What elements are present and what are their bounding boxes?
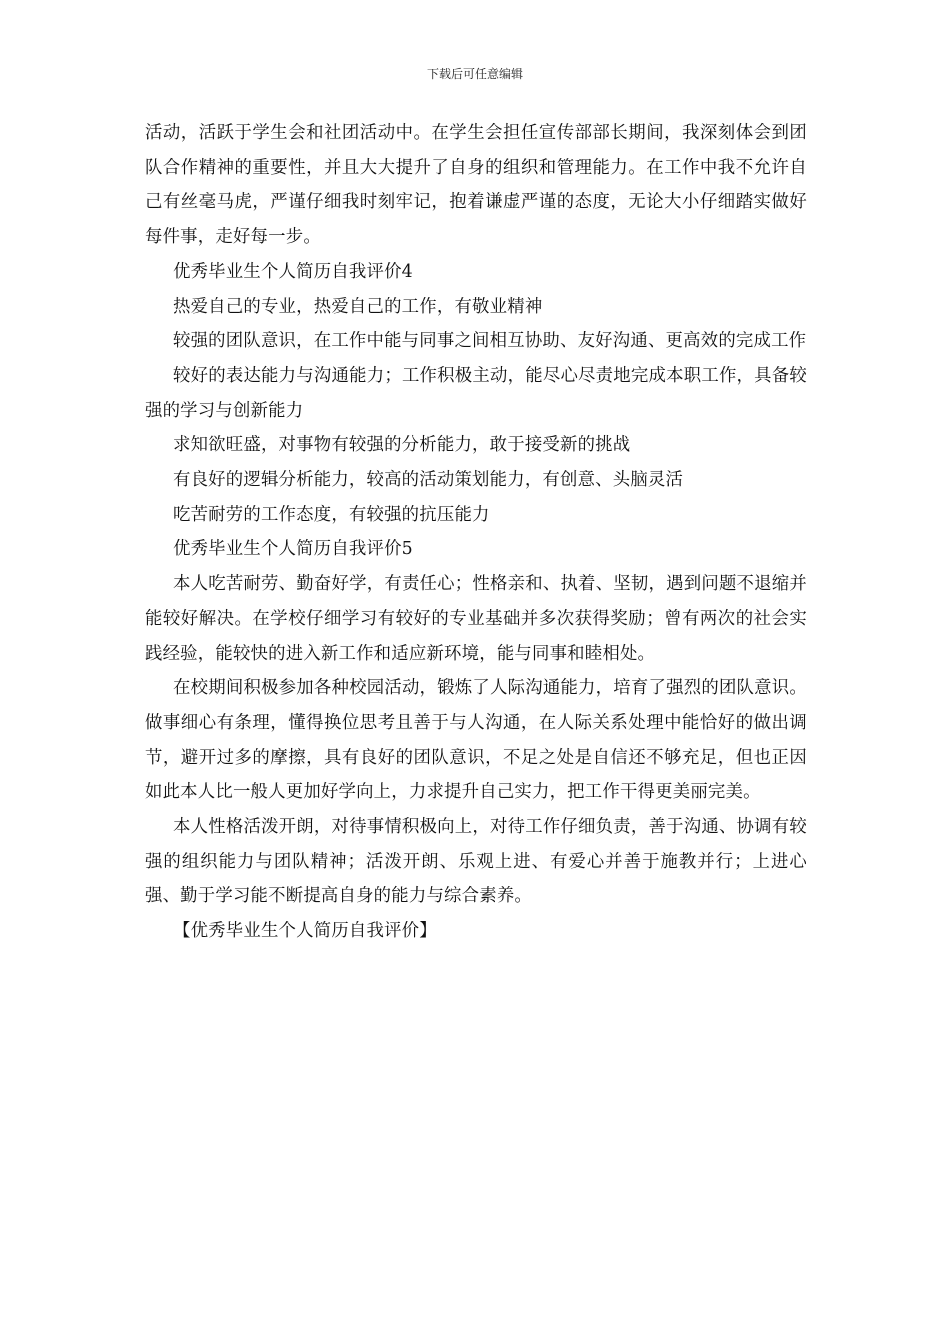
paragraph: 在校期间积极参加各种校园活动，锻炼了人际沟通能力，培育了强烈的团队意识。做事细心有条理，懂得换位思考且善于与人沟通，在人际关系处理中能恰好的做出调节，避开过多的摩擦，具有良好的团队意识，不足之处是自信还不够充足，但也正因如此本人比一般人更加好学向上，力求提升自己实力，把工作干得更美丽完美。	[145, 678, 807, 803]
paragraph: 本人性格活泼开朗，对待事情积极向上，对待工作仔细负责，善于沟通、协调有较强的组织能力与团队精神；活泼开朗、乐观上进、有爱心并善于施教并行；上进心强、勤于学习能不断提高自身的能力与综合素养。	[145, 817, 807, 907]
page-header: 下载后可任意编辑	[426, 67, 523, 81]
list-item: 较强的团队意识，在工作中能与同事之间相互协助、友好沟通、更高效的完成工作	[173, 331, 807, 352]
list-item: 吃苦耐劳的工作态度，有较强的抗压能力	[173, 504, 490, 525]
section-heading-4: 优秀毕业生个人简历自我评价4	[173, 261, 413, 282]
paragraph: 本人吃苦耐劳、勤奋好学，有责任心；性格亲和、执着、坚韧，遇到问题不退缩并能较好解决。在学校仔细学习有较好的专业基础并多次获得奖励；曾有两次的社会实践经验，能较快的进入新工作和适应新环境，能与同事和睦相处。	[145, 574, 807, 664]
paragraph-continuation: 活动，活跃于学生会和社团活动中。在学生会担任宣传部部长期间，我深刻体会到团队合作精神的重要性，并且大大提升了自身的组织和管理能力。在工作中我不允许自己有丝毫马虎，严谨仔细我时刻牢记，抱着谦虚严谨的态度，无论大小仔细踏实做好每件事，走好每一步。	[145, 123, 807, 248]
section-heading-5: 优秀毕业生个人简历自我评价5	[173, 539, 413, 560]
document-body	[145, 116, 807, 949]
list-item: 较好的表达能力与沟通能力；工作积极主动，能尽心尽责地完成本职工作，具备较强的学习与创新能力	[145, 365, 807, 421]
list-item: 求知欲旺盛，对事物有较强的分析能力，敢于接受新的挑战	[173, 435, 631, 456]
closing-title: 【优秀毕业生个人简历自我评价】	[173, 921, 437, 942]
list-item: 有良好的逻辑分析能力，较高的活动策划能力，有创意、头脑灵活	[173, 470, 684, 491]
list-item: 热爱自己的专业，热爱自己的工作，有敬业精神	[173, 296, 543, 317]
